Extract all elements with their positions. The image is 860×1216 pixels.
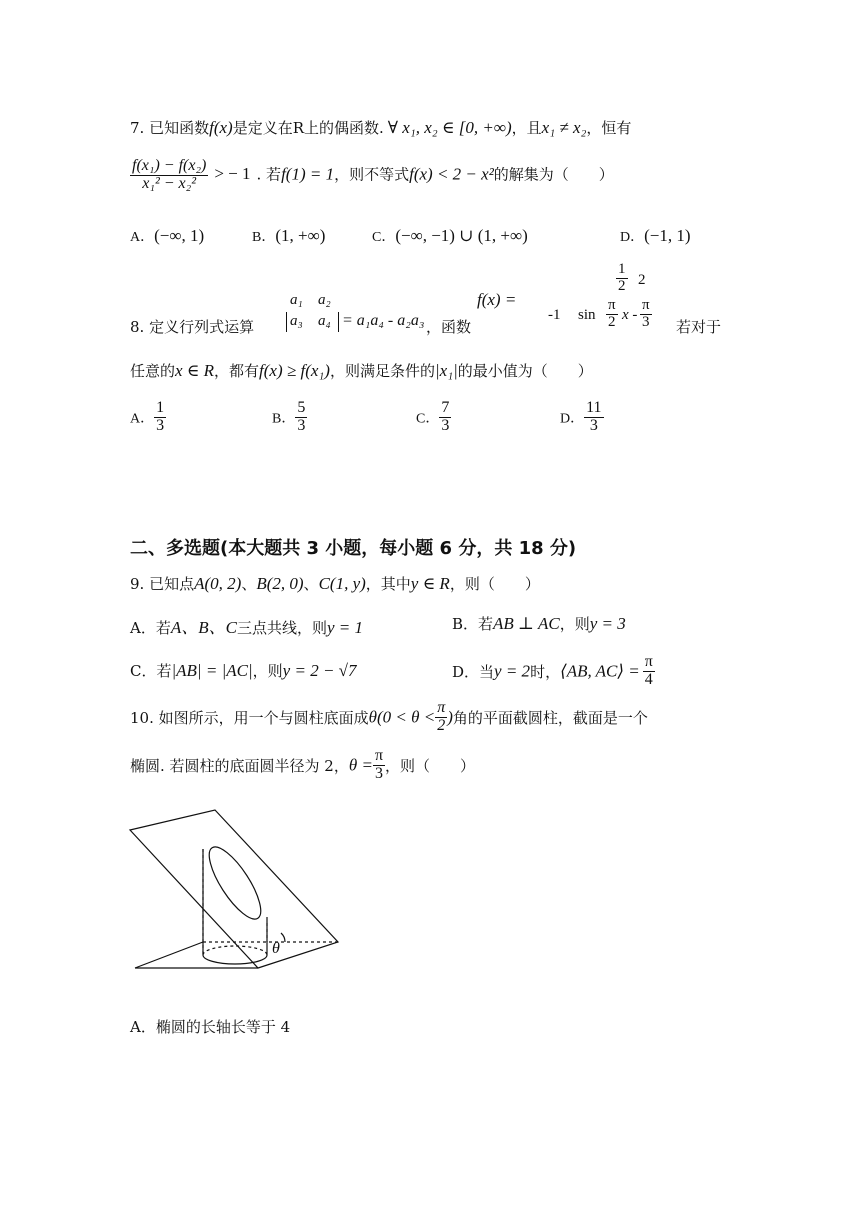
- q8-text: 8. 定义行列式运算: [130, 318, 255, 336]
- q10-option-a: A．椭圆的长轴长等于 4: [130, 1018, 291, 1036]
- option-fraction: [439, 400, 451, 435]
- option-text: ，则: [252, 662, 283, 680]
- frac-den: 2: [608, 313, 616, 330]
- q9-option-a: [130, 613, 363, 638]
- option-math: y = 2 − √7: [282, 661, 357, 680]
- frac-num: π: [437, 699, 446, 716]
- q7-frac-den: x₁² − x₂²: [142, 174, 197, 192]
- m12: 2: [638, 272, 646, 288]
- frac-num: 1: [156, 399, 165, 416]
- q10-text: 角的平面截圆柱，截面是一个: [452, 708, 648, 727]
- option-label: A．: [130, 411, 155, 427]
- option-value: (−∞, −1) ∪ (1, +∞): [395, 226, 528, 245]
- q7-text: 的解集为（ ）: [493, 165, 614, 184]
- det-bar-right: [338, 312, 339, 332]
- option-label: B．: [252, 230, 276, 245]
- frac-den: 3: [589, 416, 598, 434]
- option-value: (−1, 1): [644, 226, 691, 245]
- q8-text: 的最小值为（ ）: [457, 362, 593, 380]
- q8-x-in-r: x ∈ R: [175, 361, 215, 380]
- q7-text: 是定义在R上的偶函数.: [232, 119, 384, 137]
- m21: -1: [548, 307, 561, 323]
- option-math: y = 1: [326, 618, 363, 637]
- det-eq: = a₁a₄ - a₂a₃: [342, 312, 425, 329]
- q10-theta-eq-fraction: [373, 748, 385, 783]
- q8-option-b: [272, 400, 307, 435]
- q10-line-1: [130, 700, 648, 735]
- option-value: (1, +∞): [275, 226, 326, 245]
- option-fraction: [154, 400, 166, 435]
- option-fraction: [295, 400, 307, 435]
- q7-text: 7. 已知函数: [130, 119, 210, 137]
- q10-text: 10. 如图所示，用一个与圆柱底面成: [130, 708, 369, 727]
- frac-num: 1: [618, 261, 626, 277]
- option-label: C．: [416, 411, 440, 427]
- q7-fraction: [130, 158, 208, 193]
- frac-num: π: [608, 297, 616, 313]
- option-math: AB ⊥ AC: [493, 614, 560, 633]
- q10-theta-range: θ(0 < θ <: [368, 707, 436, 727]
- frac-den: 3: [297, 416, 306, 434]
- option-label: D．: [620, 230, 645, 245]
- q8-fx-geq: f(x) ≥ f(x₁): [259, 361, 330, 380]
- q10-line-2: [130, 748, 475, 783]
- q10-theta-range: ): [447, 707, 453, 727]
- option-label: A．: [130, 230, 155, 245]
- q7-option-a: [130, 226, 204, 246]
- frac-den: 3: [156, 416, 165, 434]
- q7-line-1: [130, 117, 631, 138]
- q9-text: ，其中: [365, 575, 411, 593]
- frac-num: π: [374, 747, 384, 764]
- q9-sep: 、: [241, 575, 257, 593]
- q7-ineq2: f(x) < 2 − x²: [409, 164, 494, 184]
- det-a2: a₂: [318, 292, 331, 308]
- q8-text: ，函数: [426, 318, 472, 336]
- option-math: ⟨AB, AC⟩ =: [560, 661, 640, 681]
- frac-num: π: [642, 297, 650, 313]
- q9-point-a: A(0, 2): [194, 574, 242, 593]
- q9-option-b: [452, 613, 626, 634]
- q7-fx: f(x): [209, 118, 233, 137]
- q8-option-d: [560, 400, 604, 435]
- frac-den: 2: [618, 277, 626, 294]
- q8-text: ，则满足条件的: [329, 362, 435, 380]
- figure-theta-label: θ: [272, 940, 280, 957]
- q10-text: 椭圆. 若圆柱的底面圆半径为 2，: [130, 756, 349, 775]
- q7-text: ，则不等式: [334, 165, 410, 184]
- option-text: 三点共线，则: [236, 619, 327, 637]
- q7-line-2: [130, 158, 614, 193]
- frac-num: 5: [297, 399, 306, 416]
- frac-num: 7: [441, 399, 450, 416]
- q8-text: 若对于: [676, 318, 722, 336]
- q9-text: 9. 已知点: [130, 575, 195, 593]
- frac-den: 2: [437, 716, 446, 734]
- option-text: 时，: [530, 662, 561, 681]
- m22-pi3: [640, 298, 652, 331]
- q7-text: ，恒有: [586, 119, 632, 137]
- inclined-plane: [130, 810, 338, 968]
- q9-y-in-r: y ∈ R: [410, 574, 450, 593]
- q8-text: 任意的: [130, 362, 176, 380]
- cylinder-base-front: [203, 955, 267, 964]
- q8-text: ，都有: [214, 362, 260, 380]
- q9-option-d: [452, 654, 655, 689]
- option-label: D．: [560, 411, 585, 427]
- cylinder-plane-figure: [125, 805, 345, 975]
- section-2-title: 二、多选题(本大题共 3 小题，每小题 6 分，共 18 分): [130, 538, 577, 559]
- q9-point-c: C(1, y): [318, 574, 366, 593]
- q8-fx-eq: f(x) =: [477, 290, 517, 309]
- det-a3: a₃: [290, 313, 303, 329]
- q10-theta-fraction: [435, 700, 447, 735]
- q7-text: ，且: [511, 119, 542, 137]
- m22-pi2: [606, 298, 618, 331]
- det-bar-left: [286, 312, 287, 332]
- q9-sep: 、: [303, 575, 319, 593]
- q7-forall: ∀ x₁, x₂ ∈ [0, +∞): [387, 118, 512, 137]
- option-math: A、B、C: [170, 618, 237, 637]
- q9-line-1: [130, 573, 540, 594]
- q7-text: . 若: [256, 165, 282, 184]
- option-fraction: [584, 400, 603, 435]
- q8-option-c: [416, 400, 451, 435]
- option-label: C．若: [130, 662, 172, 680]
- det-a4: a₄: [318, 313, 331, 329]
- q10-theta-eq: θ =: [348, 755, 373, 775]
- frac-den: 3: [642, 313, 650, 330]
- q9-option-c: [130, 660, 357, 681]
- q10-text: ，则（ ）: [385, 756, 476, 775]
- frac-num: 11: [586, 399, 602, 416]
- q7-neq: x₁ ≠ x₂: [541, 118, 587, 137]
- option-label: B．若: [452, 615, 494, 633]
- q8-abs-x1: |x₁|: [434, 361, 458, 380]
- q7-frac-num: f(x₁) − f(x₂): [132, 157, 207, 174]
- option-fraction: [643, 654, 655, 689]
- option-label: A．若: [130, 619, 171, 637]
- m22-sin: sin: [578, 307, 596, 323]
- q8-option-a: [130, 400, 166, 435]
- frac-den: 4: [644, 670, 653, 688]
- q7-option-b: [252, 226, 325, 246]
- option-math: |AB| = |AC|: [171, 661, 253, 680]
- m22-x: x -: [622, 307, 638, 323]
- q7-ineq: > − 1: [214, 164, 251, 184]
- option-math: y = 3: [589, 614, 626, 633]
- option-label: D．当: [452, 662, 495, 681]
- q7-option-c: [372, 226, 528, 246]
- q7-f1: f(1) = 1: [281, 164, 335, 184]
- cylinder-base-back: [203, 946, 267, 955]
- angle-arc: [281, 933, 285, 942]
- option-label: C．: [372, 230, 396, 245]
- frac-num: π: [644, 653, 653, 670]
- option-math: y = 2: [494, 661, 531, 681]
- det-a1: a₁: [290, 292, 303, 308]
- frac-den: 3: [374, 764, 383, 782]
- option-value: (−∞, 1): [154, 226, 205, 245]
- q9-point-b: B(2, 0): [256, 574, 304, 593]
- option-text: ，则: [559, 615, 590, 633]
- q8-line-2: [130, 360, 593, 381]
- q7-option-d: [620, 226, 691, 246]
- ellipse-section: [200, 840, 269, 926]
- q9-text: ，则（ ）: [449, 575, 540, 593]
- option-label: B．: [272, 411, 296, 427]
- base-plane-edge: [135, 942, 203, 968]
- frac-den: 3: [441, 416, 450, 434]
- m11-fraction: [616, 262, 628, 295]
